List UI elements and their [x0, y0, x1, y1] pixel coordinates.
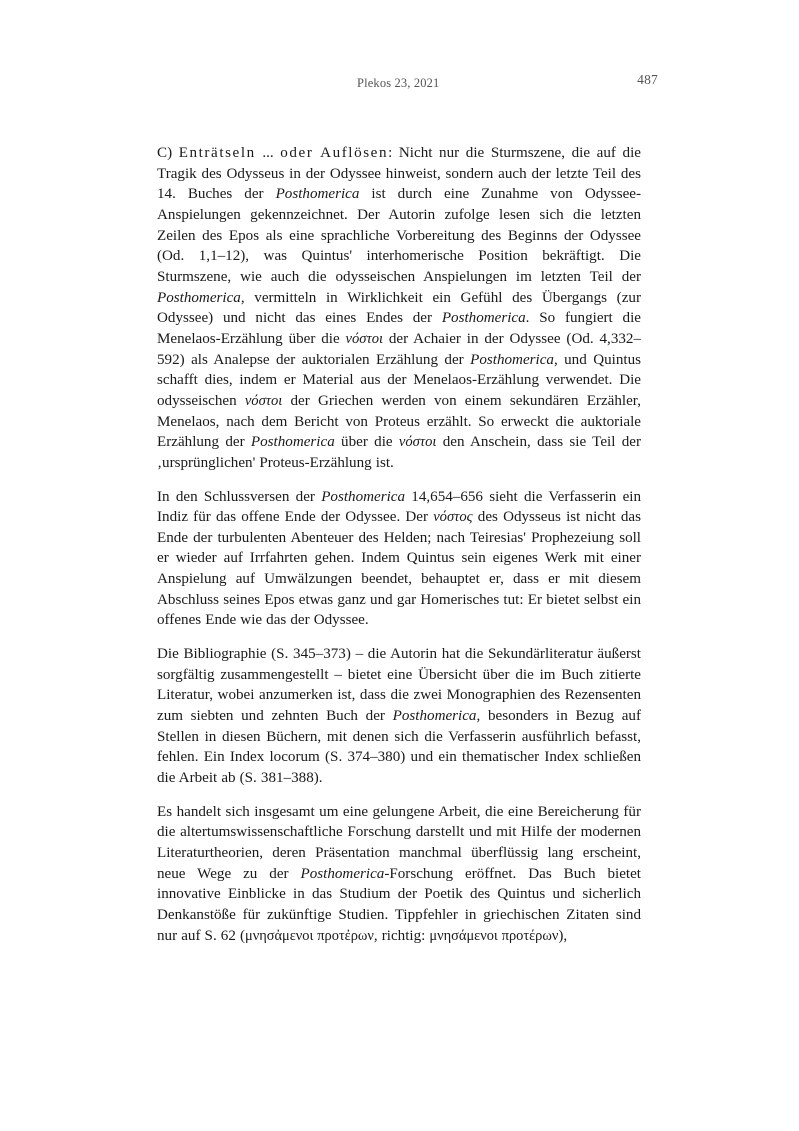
text-run: ist durch eine Zunahme von Odyssee-Anspielungen gekennzeichnet. Der Autorin zufolge lesen sich die letzten Zeilen des Epos als eine sprachliche Vorbereitung des Beginns der Odyssee (Od. 1,1–12), was Quintus' interhomerische Position bekräftigt. Die Sturmszene, wie auch die odysseischen Anspielungen im letzten Teil der	[157, 186, 641, 285]
work-title-italic: Posthomerica	[321, 488, 406, 505]
text-run: , vermitteln in Wirklichkeit ein Gefühl des Übergangs (zur Odyssee) und nicht das eines Endes der	[157, 289, 641, 327]
greek-quotation: μνησάμενοι προτέρων	[429, 927, 559, 944]
text-run: : Nicht nur die Sturmszene, die auf die Tragik des Odysseus in der Odyssee hinweist, sondern auch der letzte Teil des 14. Buches der	[157, 145, 641, 203]
text-run: ...	[255, 145, 281, 161]
section-heading-word: oder	[280, 145, 314, 161]
text-run: In den Schlussversen der	[157, 488, 322, 505]
body-text-block	[157, 143, 641, 946]
paragraph	[157, 487, 641, 632]
text-run: Die Bibliographie (S. 345–373) – die Autorin hat die Sekundärliteratur äußerst sorgfältig zusammengestellt – bietet eine Übersicht über die im Buch zitierte Literatur, wobei anzumerken ist, dass die zwei Monographien des Rezensenten zum siebten und zehnten Buch der	[157, 646, 641, 725]
text-run: , und Quintus schafft dies, indem er Material aus der Menelaos-Erzählung verwendet. Die odysseischen	[157, 351, 641, 409]
text-run: , richtig:	[373, 927, 430, 944]
paragraph	[157, 802, 641, 947]
text-run: des Odysseus ist nicht das Ende der turbulenten Abenteuer des Helden; nach Teiresias' Prophezeiung soll er wieder auf Irrfahrten gehen. Indem Quintus sein eigenes Werk mit einer Anspielung auf Umwälzungen beendet, behauptet er, dass er mit diesem Abschluss seines Epos etwas ganz und gar Homerisches tut: Er bietet selbst ein offenes Ende wie das der Odyssee.	[157, 509, 641, 629]
greek-term: νόστοι	[345, 330, 384, 347]
work-title-italic: Posthomerica	[441, 310, 526, 327]
running-head	[157, 72, 658, 92]
text-run: , besonders in Bezug auf Stellen in diesen Büchern, mit denen sich die Verfasserin ausführlich befasst, fehlen. Ein Index locorum (S. 374–380) und ein thematischer Index schließen die Arbeit ab (S. 381–388).	[157, 708, 641, 787]
work-title-italic: Posthomerica	[250, 434, 335, 451]
work-title-italic: Posthomerica	[275, 186, 360, 203]
text-run: der Achaier in der Odyssee (Od. 4,332–592) als Analepse der auktorialen Erzählung der	[157, 330, 642, 368]
work-title-italic: Posthomerica	[392, 708, 477, 725]
text-run: -Forschung eröffnet. Das Buch bietet innovative Einblicke in das Studium der Poetik des Quintus und sicherlich Denkanstöße für zukünftige Studien. Tippfehler in griechischen Zitaten sind nur auf S. 62 (	[157, 865, 641, 944]
work-title-italic: Posthomerica	[157, 289, 241, 306]
section-heading-word: Auflösen	[320, 145, 389, 161]
text-run: . So fungiert die Menelaos-Erzählung über die	[157, 310, 641, 347]
greek-term: νόστοι	[244, 392, 283, 409]
text-run: über die	[334, 434, 399, 451]
journal-header: Plekos 23, 2021	[357, 76, 440, 90]
paragraph	[157, 644, 641, 789]
text-run: 14,654–656 sieht die Verfasserin ein Indiz für das offene Ende der Odyssee. Der	[157, 488, 642, 526]
work-title-italic: Posthomerica	[470, 351, 554, 368]
text-run: Es handelt sich insgesamt um eine gelungene Arbeit, die eine Bereicherung für die altertumswissenschaftliche Forschung darstellt und mit Hilfe der modernen Literaturtheorien, deren Präsentation manchmal überflüssig lang erscheint, neue Wege zu der	[157, 803, 641, 882]
paragraph	[157, 143, 641, 474]
greek-term: νόστος	[433, 509, 473, 526]
text-run: C)	[157, 145, 179, 161]
text-run: den Anschein, dass sie Teil der ‚ursprünglichen' Proteus-Erzählung ist.	[157, 434, 641, 471]
section-heading-word: Enträtseln	[178, 145, 256, 161]
page-number: 487	[637, 72, 658, 87]
text-run: der Griechen werden von einem sekundären Erzähler, Menelaos, nach dem Bericht von Proteus erzählt. So erweckt die auktoriale Erzählung der	[157, 392, 641, 451]
work-title-italic: Posthomerica	[300, 865, 385, 882]
greek-term: νόστοι	[398, 434, 437, 451]
text-run: ),	[558, 927, 568, 944]
greek-quotation: μνησἀμενοι προτἐρων	[244, 927, 374, 944]
